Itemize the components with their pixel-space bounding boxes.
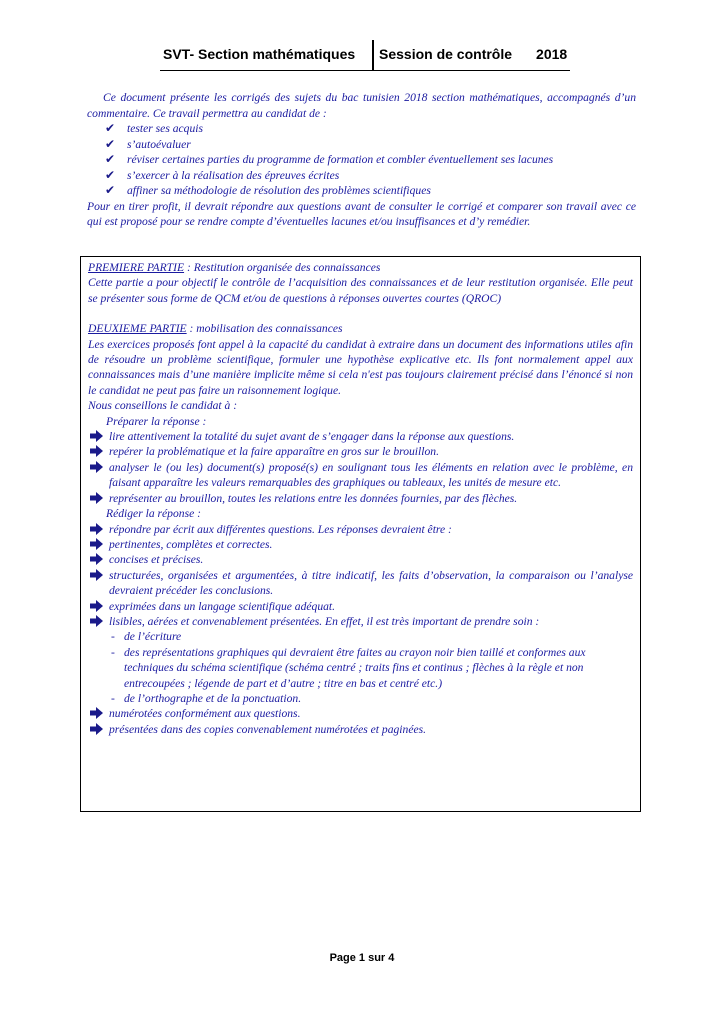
dash-bullet: - xyxy=(111,630,115,644)
checkmark-icon: ✔ xyxy=(105,183,116,197)
dash-bullet: - xyxy=(111,645,115,659)
part2-title: DEUXIEME PARTIE xyxy=(88,322,187,336)
prepare-label: Préparer la réponse : xyxy=(106,414,207,428)
spacer xyxy=(88,306,633,321)
write-item: structurées, organisées et argumentées, à titre indicatif, les faits d’observation, la comparaison ou l’analyse devraient précéder les conclusions. xyxy=(88,568,633,599)
right-arrow-icon xyxy=(90,569,103,581)
part1-title: PREMIERE PARTIE xyxy=(88,261,185,274)
write-item: lisibles, aérées et convenablement présentées. En effet, il est très important de prendre soin : xyxy=(88,614,633,629)
checkmark-icon: ✔ xyxy=(105,152,116,166)
checkmark-icon: ✔ xyxy=(105,167,116,182)
part2-heading xyxy=(88,321,633,336)
header-year: 2018 xyxy=(536,46,568,62)
header-section: SVT- Section mathématiques xyxy=(163,46,356,62)
intro-paragraph: Ce document présente les corrigés des sujets du bac tunisien 2018 section mathématiques, accompagnés d’un commentaire. Ce travail permettra au candidat de : xyxy=(87,91,636,120)
part2-text: Les exercices proposés font appel à la capacité du candidat à extraire dans un document des informations utiles afin de résoudre un problème scientifique, formuler une hypothèse explicative etc. Ils font normalement appel aux connaissances mais d’une manière implicite même si cela n'est pas toujours clairement précisé dans l’énoncé si non le candidat ne peut pas faire un raisonnement logique. xyxy=(88,337,633,397)
part1-subtitle: : Restitution organisée des connaissances xyxy=(184,261,381,274)
write-list xyxy=(88,522,633,630)
header-session-block xyxy=(379,46,567,62)
intro-section xyxy=(87,90,636,230)
goal-item: ✔ s’autoévaluer xyxy=(105,136,191,151)
part1-text: Cette partie a pour objectif le contrôle de l’acquisition des connaissances et de leur restitution organisée. Elle peut se présenter sous forme de QCM et/ou de questions à réponses ouvertes courtes (QROC) xyxy=(88,276,633,305)
right-arrow-icon xyxy=(90,553,103,565)
part1-heading xyxy=(88,260,633,275)
right-arrow-icon xyxy=(90,707,103,719)
advice-intro: Nous conseillons le candidat à : xyxy=(88,399,238,413)
right-arrow-icon xyxy=(90,523,103,535)
write-item: concises et précises. xyxy=(88,552,633,567)
right-arrow-icon xyxy=(90,615,103,627)
care-item: - de l’écriture xyxy=(111,630,182,644)
right-arrow-icon xyxy=(90,461,103,473)
final-item: présentées dans des copies convenablement numérotées et paginées. xyxy=(88,722,633,737)
goals-list xyxy=(87,121,636,199)
final-item: numérotées conformément aux questions. xyxy=(88,706,633,721)
right-arrow-icon xyxy=(90,430,103,442)
right-arrow-icon xyxy=(90,492,103,504)
goal-item: ✔ tester ses acquis xyxy=(105,121,203,135)
prepare-item: représenter au brouillon, toutes les relations entre les données fournies, par des flèches. xyxy=(88,491,633,506)
write-item: pertinentes, complètes et correctes. xyxy=(88,537,633,552)
prepare-item: analyser le (ou les) document(s) proposé(s) en soulignant tous les éléments en relation avec le problème, en faisant apparaître les valeurs remarquables des graphiques ou tableaux, les unités de mesure etc. xyxy=(88,460,633,491)
write-label: Rédiger la réponse : xyxy=(106,507,201,521)
right-arrow-icon xyxy=(90,538,103,550)
goal-item: ✔ s’exercer à la réalisation des épreuves écrites xyxy=(105,167,340,182)
right-arrow-icon xyxy=(90,600,103,612)
checkmark-icon: ✔ xyxy=(105,136,116,151)
write-item: répondre par écrit aux différentes questions. Les réponses devraient être : xyxy=(88,522,633,537)
intro-closing-paragraph: Pour en tirer profit, il devrait répondre aux questions avant de consulter le corrigé et comparer son travail avec ce qui est proposé pour se rendre compte d’éventuelles lacunes et/ou insuffisances et d’y remédier. xyxy=(87,199,636,228)
final-list xyxy=(88,706,633,737)
header-session: Session de contrôle xyxy=(379,46,513,62)
care-item: - des représentations graphiques qui devraient être faites au crayon noir bien taillé et conformes aux techniques du schéma scientifique (schéma centré ; traits fins et continus ; flèches à la règle et non entrecoupées ; légende de part et d’autre ; titre en bas et centré etc.) xyxy=(111,645,586,690)
care-list xyxy=(88,629,633,706)
page-number: Page 1 sur 4 xyxy=(329,952,395,964)
checkmark-icon: ✔ xyxy=(105,121,116,135)
goal-item: ✔ réviser certaines parties du programme de formation et combler éventuellement ses lacunes xyxy=(105,152,554,166)
header-rule xyxy=(160,70,570,71)
right-arrow-icon xyxy=(90,723,103,735)
goal-item: ✔ affiner sa méthodologie de résolution des problèmes scientifiques xyxy=(105,183,431,197)
prepare-list xyxy=(88,429,633,506)
header-separator xyxy=(372,40,374,70)
right-arrow-icon xyxy=(90,445,103,457)
advice-box xyxy=(80,256,641,812)
care-item: - de l’orthographe et de la ponctuation. xyxy=(111,691,302,705)
prepare-item: lire attentivement la totalité du sujet avant de s’engager dans la réponse aux questions. xyxy=(88,429,633,444)
prepare-item: repérer la problématique et la faire apparaître en gros sur le brouillon. xyxy=(88,444,633,459)
write-item: exprimées dans un langage scientifique adéquat. xyxy=(88,599,633,614)
part2-subtitle: : mobilisation des connaissances xyxy=(186,322,343,336)
dash-bullet: - xyxy=(111,691,115,705)
